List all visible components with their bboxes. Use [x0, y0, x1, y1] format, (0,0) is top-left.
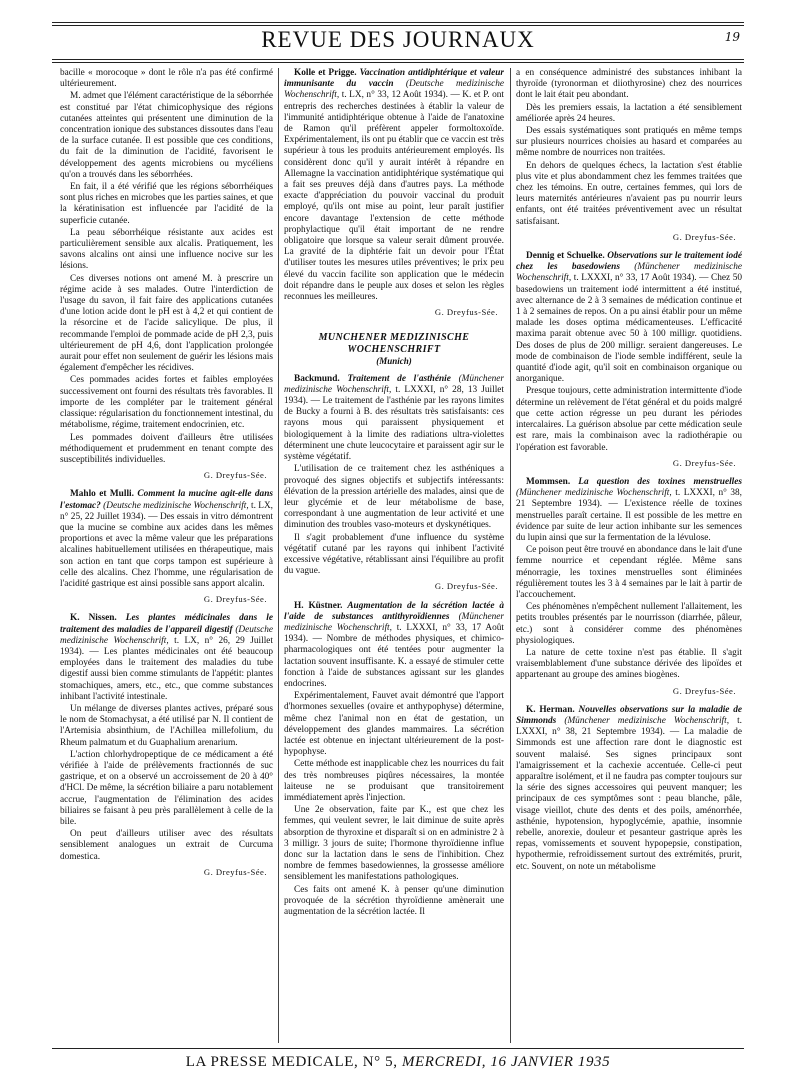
article-title: Nouvelles observations sur la maladie de Simmonds	[516, 704, 742, 726]
article-body: t. LXXXI, n° 38, 21 Septembre 1934). — L'existence réelle de toxines menstruelles paraît certaine. Il est possible de les mettre en évidence par suite de leur action inhibante sur les semences du lupin ainsi que sur la fermentation de la lévulose.	[516, 488, 742, 543]
footer-journal: LA PRESSE MEDICALE, N° 5,	[185, 1054, 398, 1070]
paragraph: Expérimentalement, Fauvet avait démontré que l'apport d'hormones sexuelles (ovaire et anthypophyse) détermine, même chez l'animal non en état de gestation, un développement des glandes mammaires. La sécrétion lactée est obtenue en injectant ultérieurement de la post-hypophyse.	[284, 691, 504, 758]
column-divider	[510, 68, 511, 1043]
paragraph: En fait, il a été vérifié que les régions séborrhéiques sont plus riches en microbes que les parties saines, et que la kératinisation est influencée par l'acidité de la superficie cutanée.	[60, 182, 273, 226]
article-source: (Münchener medizinische Wochenschrift,	[284, 611, 504, 633]
article-author: Mommsen.	[526, 476, 571, 487]
signature: G. Dreyfus-Sée.	[672, 685, 736, 696]
article-author: K. Nissen.	[70, 613, 117, 624]
article-author: Mahlo et Mulli.	[70, 489, 134, 500]
article-body: t. LX, n° 33, 12 Août 1934). — K. et P. ont entrepris des recherches destinées à établir la valeur de l'immunité antidiphtérique obtenue à l'aide de l'anatoxine de Ramon qu'il préfèrent appeler formoltoxoïde. Expérimentalement, ils ont pu établir que ce vaccin est très supérieur à tous les produits antérieurement employés. Ils considèrent donc qu'il y aurait intérêt à répandre en Allemagne la vaccination antidiphtérique systématique qui a fait ses preuves déjà dans d'autres pays. La méthode exacte d'appréciation du pouvoir vaccinal du produit employé, qu'ils ont mise au point, leur paraît justifier encore davantage l'extension de cette méthode prophylactique qu'il était important de ne rendre obligatoire que lorsque sa valeur serait dûment prouvée. La gravité de la diphtérie fait un devoir pour l'État d'utiliser toutes les mesures utiles préventives; le prix peu élevé du vaccin facilite son application que le médecin doit répandre dans le peuple aux doses et selon les règles reconnues les meilleures.	[284, 90, 504, 303]
paragraph: Il s'agit probablement d'une influence du système végétatif cutané par les rayons qui inhibent l'activité excessive végétative, rétablissant ainsi l'équilibre au profit du vague.	[284, 532, 504, 577]
article-heading	[516, 251, 742, 385]
article-body: t. LXXXI, n° 38, 21 Septembre 1934). — La maladie de Simmonds est une affection rare dont le diagnostic est souvent malaisé. Ses signes principaux sont l'amaigrissement et la cachexie accentuée. Celle-ci peut apparaître isolément, et il ne faudra pas compter toujours sur la série des signes accessoires qui peuvent manquer; les principaux de ces symptômes sont : peau blanche, pâle, visage vieillot, chute des dents et des poils, aménorrhée, asthénie, hypotension, hypoglycémie, apathie, insomnie rebelle, anorexie, douleur et pesanteur gastrique après les repas, vomissements et souvent hypopepsie, constipation, hypothermie, refroidissement surtout des extrémités, prurit, etc. Souvent, on note un métabolisme	[516, 715, 742, 872]
paragraph: M. admet que l'élément caractéristique de la séborrhée est constitué par l'état chimicophysique des régions cutanées atteintes qui présentent une diminution de la concentration ionique des substances dissoutes dans l'eau de la surface cutanée. Il est possible que ces conditions, du fait de la diminution de l'acidité, favorisent le développement des agents microbiens ou mycéliens qu'on a trouvés dans les séborrhées.	[60, 91, 273, 180]
article-body: t. LX, n° 26, 29 Juillet 1934). — Les plantes médicinales ont été beaucoup employées dans le traitement des maladies du tube digestif aussi bien comme stimulants de l'appétit: plantes stomachiques, amers, etc., etc., que comme substances inhibant l'activité intestinale.	[60, 635, 273, 702]
article-heading	[284, 374, 504, 464]
article-source: (Münchener medizinische Wochenschrift,	[516, 488, 672, 499]
article-source: (Deutsche medizinische Wochenschrift,	[284, 79, 504, 101]
article-title: Comment la mucine agit-elle dans l'estomac?	[60, 489, 273, 511]
article-heading	[516, 477, 742, 544]
article-heading	[516, 705, 742, 873]
signature: G. Dreyfus-Sée.	[203, 866, 267, 877]
article-title: Augmentation de la sécrétion lactée à l'aide de substances antithyroïdiennes	[284, 600, 504, 622]
article-source: (Münchener medizinische Wochenschrift,	[284, 373, 504, 395]
article-source: (Münchener medizinische Wochenschrift,	[564, 715, 730, 726]
article-author: Backmund.	[294, 373, 340, 384]
paragraph: L'utilisation de ce traitement chez les asthéniques a provoqué des signes objectifs et subjectifs intéressants: élévation de la pression artérielle des malades, ainsi que de leur glycémie et de leur métabolisme de base, correspondant à une augmentation de leur activité et une diminution des troubles vaso-moteurs et dyskynétiques.	[284, 464, 504, 531]
signature: G. Dreyfus-Sée.	[672, 231, 736, 242]
article-body: t. LXXXI, n° 28, 13 Juillet 1934). — Le traitement de l'asthénie par les rayons limites de Bucky a fourni à B. des résultats très satisfaisants: ces rayons mous qui paraissent physiquement et biologiquement à la limite des radiations ultra-violettes déterminent une chute leucocytaire et paraissent agir sur le système végétatif.	[284, 384, 504, 463]
article-heading	[60, 613, 273, 703]
page-footer	[52, 1054, 744, 1071]
article-title: La question des toxines menstruelles	[578, 476, 742, 487]
paragraph: Ces faits ont amené K. à penser qu'une diminution provoquée de la sécrétion thyroïdienne amènerait une augmentation de la sécrétion lactée. Il	[284, 884, 504, 918]
footer-date: MERCREDI, 16 JANVIER 1935	[401, 1054, 611, 1070]
article-title: Observations sur le traitement iodé chez les basedowiens	[516, 251, 742, 273]
signature: G. Dreyfus-Sée.	[434, 581, 498, 592]
article-body: t. LXXXI, n° 33, 17 Août 1934). — Chez 50 basedowiens un traitement iodé intermittent a été institué, avec alternance de 2 à 3 semaines de médication continue et 1 à 2 semaines de repos. On a pu ainsi établir pour un même malade les doses optima médicamenteuses. L'efficacité maxima parait obtenue avec 50 à 100 milligr. quotidiens. Des doses de plus de 200 milligr. seraient dangereuses. Le mode de combinaison de l'iode semble indifférent, seule la quantité d'iode agit, qu'il soit en combinaison organique ou anorganique.	[516, 273, 742, 385]
column-1	[60, 68, 273, 1045]
paragraph: Ces pommades acides fortes et faibles employées successivement ont fourni des résultats très favorables. Il importe de les compléter par le traitement général classique: régularisation du fonctionnement intestinal, du métabolisme, régime, traitement endocrinien, etc.	[60, 375, 273, 431]
header-rule	[52, 62, 744, 63]
article-heading	[284, 68, 504, 303]
header-rule	[52, 59, 744, 60]
article-body: t. LX, n° 25, 22 Juillet 1934). — Des essais in vitro démontrent que la mucine se combine aux acides dans les mêmes proportions et avec la même valeur que les préparations alcalines habituellement utilisées en thérapeutique, mais son action en tant que corps tampon est supérieure à celle des alcalins. Chez l'homme, une régularisation de l'acidité gastrique est ainsi possible sans apport alcalin.	[60, 500, 273, 589]
paragraph: Des essais systématiques sont pratiqués en même temps sur plusieurs nourrices choisies au hasard et comparées au même nombre de nourrices non traitées.	[516, 126, 742, 159]
header-rule	[52, 22, 744, 23]
paragraph: On peut d'ailleurs utiliser avec des résultats sensiblement analogues un extrait de Curcuma domestica.	[60, 829, 273, 862]
header-rule	[52, 25, 744, 26]
paragraph: La nature de cette toxine n'est pas établie. Il s'agit vraisemblablement d'une substance dérivée des lipoïdes et appartenant au groupe des amines biogènes.	[516, 647, 742, 681]
paragraph: a en conséquence administré des substances inhibant la thyroïde (tyronorman et diiothyrosine) chez des nourrices dont le lait était peu abondant.	[516, 68, 742, 101]
paragraph: En dehors de quelques échecs, la lactation s'est établie plus vite et plus abondamment chez les femmes traitées que chez les témoins. En outre, certaines femmes, qui lors de leurs maternités antérieures n'avaient pas pu nourrir leurs enfants, ont été traitées préventivement avec un résultat satisfaisant.	[516, 160, 742, 227]
article-heading	[284, 601, 504, 691]
article-source: (Deutsche medizinische Wochenschrift,	[103, 500, 249, 511]
page-title: REVUE DES JOURNAUX	[261, 27, 535, 52]
paragraph: Ces diverses notions ont amené M. à prescrire un régime acide à ses malades. Outre l'interdiction de l'usage du savon, il fait faire des applications cutanées d'une lotion acide dont le pH est à 4,2 et qui contient de la résorcine et de l'acide salicylique. De plus, il recommande l'emploi de pommade acide de pH 2,3, puis ultérieurement de pH 4,6, dont l'application prolongée aurait pour effet non seulement de guérir les lésions mais également d'empêcher les récidives.	[60, 273, 273, 374]
paragraph: Cette méthode est inapplicable chez les nourrices du fait des très nombreuses piqûres nécessaires, la montée laiteuse ne se produisant que transitoirement immédiatement après l'injection.	[284, 759, 504, 803]
journal-section-city: (Munich)	[376, 356, 412, 367]
article-source: (Münchener medizinische Wochenschrift,	[516, 262, 742, 284]
signature: G. Dreyfus-Sée.	[203, 594, 267, 605]
paragraph: bacille « morocoque » dont le rôle n'a pas été confirmé ultérieurement.	[60, 68, 273, 90]
article-author: K. Herman.	[526, 704, 575, 715]
signature: G. Dreyfus-Sée.	[203, 470, 267, 481]
footer-rule	[52, 1048, 744, 1049]
article-title: Vaccination antidiphtérique et valeur immunisante du vaccin	[284, 68, 504, 90]
column-divider	[278, 68, 279, 1043]
article-author: Kolle et Prigge.	[294, 68, 357, 78]
journal-section-heading: MUNCHENER MEDIZINISCHE WOCHENSCHRIFT	[318, 332, 470, 356]
article-author: Dennig et Schuelke.	[526, 251, 605, 262]
paragraph: Presque toujours, cette administration intermittente d'iode détermine un relèvement de l'état général et du poids malgré que cette action régresse un peu durant les périodes intercalaires. La guérison absolue par cette médication seule est rare, mais la combinaison avec la radiothérapie ou l'opération est favorable.	[516, 386, 742, 453]
paragraph: Un mélange de diverses plantes actives, préparé sous le nom de Stomachysat, a été utilisé par N. Il contient de l'Artemisia absinthium, de l'Achillea millefolium, du Rheum palmatum et du Guaphalium arenarium.	[60, 703, 273, 748]
paragraph: L'action chlorhydropeptique de ce médicament a été vérifiée à l'aide de prélèvements fractionnés de suc gastrique, et on a observé un accroissement de 20 à 40° d'HCl. De même, la sécrétion biliaire a paru notablement accrue, l'augmentation de l'élimination des acides biliaires se faisant à peu près parallèlement à celle de la bile.	[60, 749, 273, 827]
article-author: H. Küstner.	[294, 600, 343, 611]
paragraph: La peau séborrhéique résistante aux acides est particulièrement sensible aux alcalis. Pratiquement, les savons alcalins ont ainsi une influence nocive sur les lésions.	[60, 227, 273, 272]
paragraph: Ce poison peut être trouvé en abondance dans le lait d'une femme nourrice et cependant réglée. Même sans ménorragie, les toxines menstruelles sont éliminées régulièrement toutes les 3 à 4 semaines par le lait à partir de l'accouchement.	[516, 545, 742, 600]
article-source: (Deutsche medizinische Wochenschrift,	[60, 624, 273, 646]
signature: G. Dreyfus-Sée.	[434, 307, 498, 318]
paragraph: Les pommades doivent d'ailleurs être utilisées méthodiquement et prudemment en tenant compte des susceptibilités individuelles.	[60, 432, 273, 465]
paragraph: Ces phénomènes n'empêchent nullement l'allaitement, les petits troubles présentés par le nourrisson (diarrhée, pâleur, etc.) sont à considérer comme des phénomènes physiologiques.	[516, 602, 742, 646]
column-3	[516, 68, 742, 1045]
signature: G. Dreyfus-Sée.	[672, 457, 736, 468]
article-body: t. LXXXI, n° 33, 17 Août 1934). — Nombre de méthodes physiques, et chimico-pharmacologiques ont été tentées pour augmenter la lactation souvent insuffisante. K. a essayé de stimuler cette fonction à l'aide de substances agissant sur les glandes endocrines.	[284, 622, 504, 689]
article-heading	[60, 489, 273, 590]
paragraph: Une 2e observation, faite par K., est que chez les femmes, qui veulent sevrer, le lait diminue de suite après absorption de thyroxine et disparaît si on en administre 2 à 3 milligr. 3 jours de suite; l'hormone thyroïdienne influe donc sur la lactation dans le sens de l'inhibition. Chez nombre de femmes basedowiennes, la grossesse améliore sensiblement les manifestations pathologiques.	[284, 805, 504, 883]
page-number: 19	[724, 30, 740, 44]
paragraph: Dès les premiers essais, la lactation a été sensiblement améliorée après 24 heures.	[516, 102, 742, 124]
column-2	[284, 68, 504, 1045]
article-title: Les plantes médicinales dans le traitement des maladies de l'appareil digestif	[60, 613, 273, 635]
article-title: Traitement de l'asthénie	[347, 373, 451, 384]
